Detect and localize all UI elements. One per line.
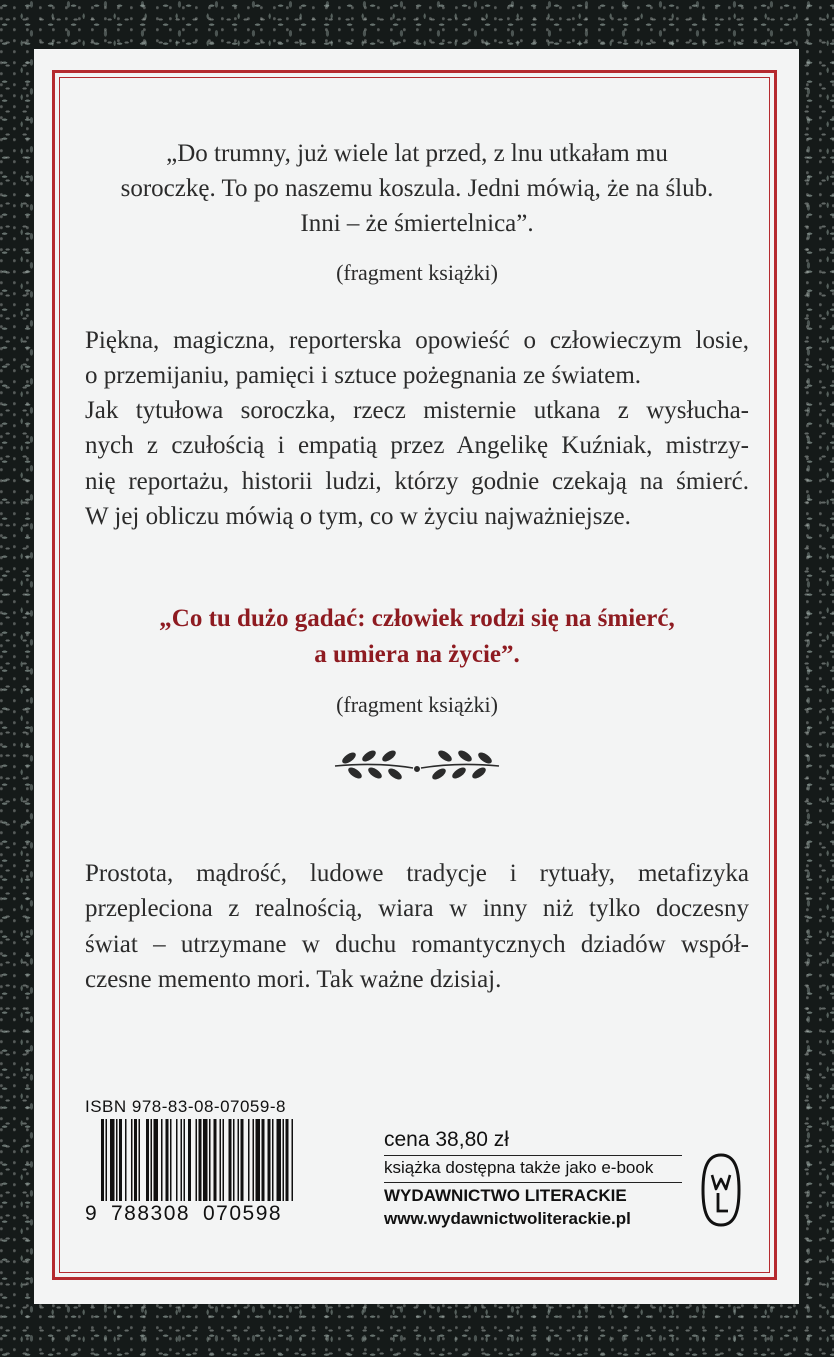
laurel-branch-icon <box>327 744 507 784</box>
ean-digit-first: 9 <box>85 1202 97 1225</box>
wl-logo-icon <box>701 1153 741 1227</box>
ebook-note: książka dostępna także jako e-book <box>384 1158 654 1177</box>
info-divider-1 <box>384 1155 682 1156</box>
publisher-website: www.wydawnictwoliterackie.pl <box>384 1209 631 1228</box>
quote-red-line-1: „Co tu dużo gadać: człowiek rodzi się na śmierć, <box>159 605 675 632</box>
publisher-name: WYDAWNICTWO LITERACKIE <box>384 1186 627 1205</box>
quote-top-line-1: „Do trumny, już wiele lat przed, z lnu utkałam mu <box>166 140 668 167</box>
quote-red-line-2: a umiera na życie”. <box>314 641 520 668</box>
price-label: cena 38,80 zł <box>384 1128 509 1151</box>
closing-line-1: Prostota, mądrość, ludowe tradycje i rytuały, metafizyka <box>85 860 749 887</box>
closing-line-4: czesne memento mori. Tak ważne dzisiaj. <box>85 966 502 993</box>
description-line-1: Piękna, magiczna, reporterska opowieść o człowieczym losie, <box>85 327 749 354</box>
info-divider-2 <box>384 1182 682 1183</box>
quote-top-line-2: soroczkę. To po naszemu koszula. Jedni mówią, że na ślub. <box>120 175 714 202</box>
barcode-bars <box>85 1119 301 1205</box>
description-line-3: Jak tytułowa soroczka, rzecz misternie utkana z wysłucha- <box>85 397 749 424</box>
closing-line-3: świat – utrzymane w duchu romantycznych dziadów współ- <box>85 931 749 958</box>
description-line-4: nych z czułością i empatią przez Angelikę Kuźniak, mistrzy- <box>85 432 749 459</box>
ean-digits <box>85 1201 301 1229</box>
quote-top-line-3: Inni – że śmiertelnica”. <box>300 210 534 237</box>
description-line-5: nię reportażu, historii ludzi, którzy godnie czekają na śmierć. <box>85 468 749 495</box>
description-line-2: o przemijaniu, pamięci i sztuce pożegnania ze światem. <box>85 362 642 389</box>
isbn-barcode <box>85 1097 301 1229</box>
isbn-label: ISBN 978-83-08-07059-8 <box>85 1097 286 1116</box>
quote-red-source: (fragment książki) <box>336 692 498 717</box>
closing-line-2: przepleciona z realnością, wiara w inny niż tylko doczesny <box>85 895 749 922</box>
ean-digits-right: 070598 <box>203 1202 283 1225</box>
ean-digits-left: 788308 <box>111 1202 191 1225</box>
quote-top-source: (fragment książki) <box>336 260 498 285</box>
description-line-6: W jej obliczu mówią o tym, co w życiu najważniejsze. <box>85 503 631 530</box>
